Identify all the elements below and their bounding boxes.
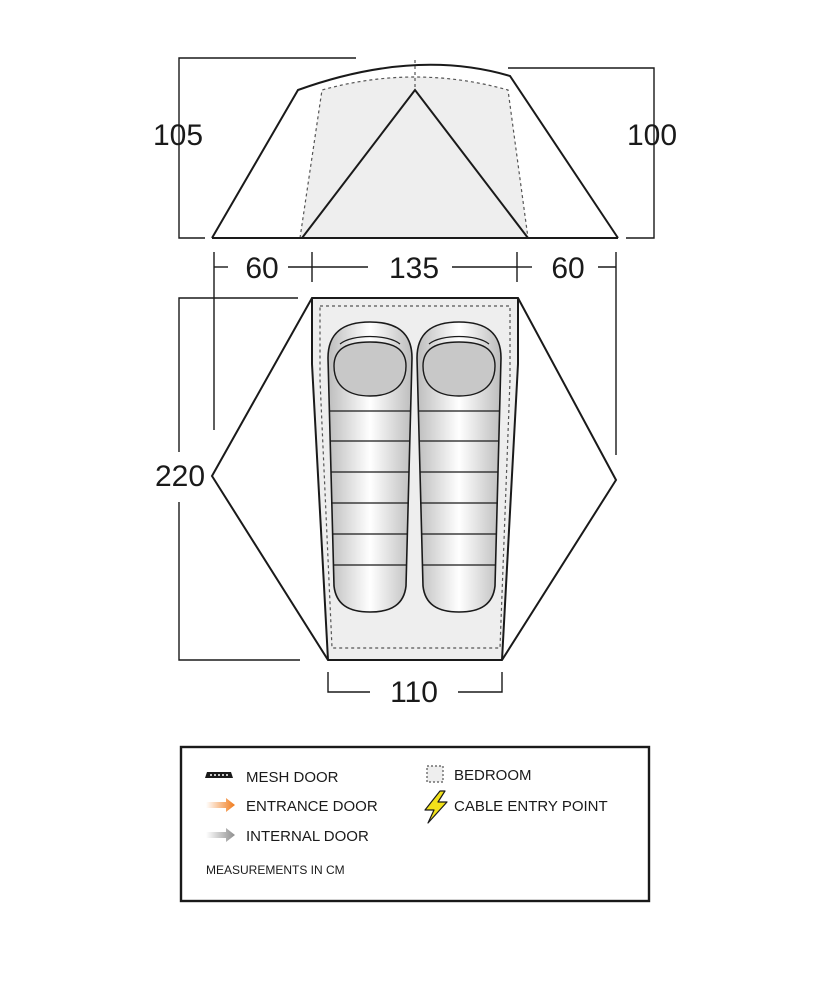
floor-plan	[212, 298, 616, 660]
sleeping-bag-left	[328, 322, 412, 612]
legend-box	[181, 747, 649, 901]
legend-entrance-door-label: ENTRANCE DOOR	[246, 798, 378, 815]
dimension-width-bedroom: 135	[388, 252, 440, 285]
legend-bedroom-label: BEDROOM	[454, 767, 532, 784]
side-elevation	[212, 60, 618, 238]
sleeping-bag-right	[417, 322, 501, 612]
dimension-width-right-vestibule: 60	[551, 252, 585, 285]
dimension-side-right-height: 100	[626, 119, 678, 152]
dimension-floor-width: 110	[390, 676, 438, 709]
legend-internal-door-label: INTERNAL DOOR	[246, 828, 369, 845]
bedroom-side-fill	[300, 77, 528, 238]
bedroom-swatch-icon	[427, 766, 443, 782]
dimension-width-left-vestibule: 60	[245, 252, 279, 285]
legend-mesh-door-label: MESH DOOR	[246, 769, 339, 786]
dimension-side-left-height: 105	[152, 119, 204, 152]
mesh-door-icon	[205, 772, 233, 778]
measurements-note: MEASUREMENTS IN CM	[206, 863, 345, 877]
legend-cable-entry-label: CABLE ENTRY POINT	[454, 798, 608, 815]
dimension-floor-length: 220	[154, 460, 206, 493]
